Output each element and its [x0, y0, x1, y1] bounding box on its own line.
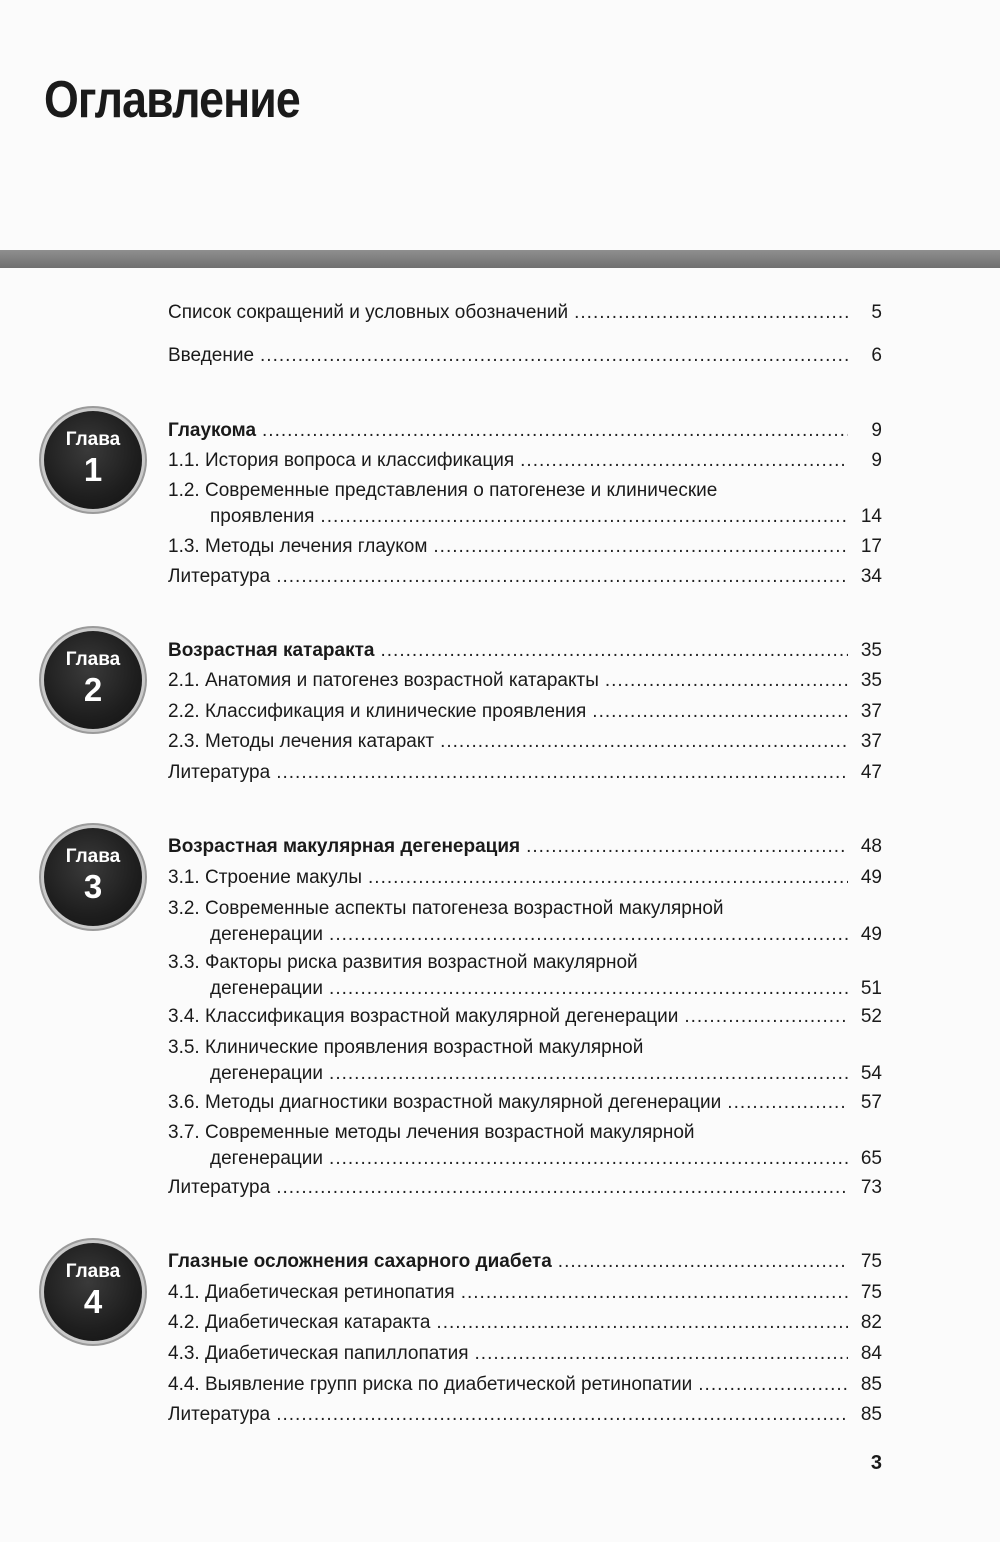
- section-title-line: дегенерации: [210, 1148, 324, 1169]
- toc-literature-3[interactable]: [168, 1175, 882, 1201]
- section-title: 2.1. Анатомия и патогенез возрастной катаракты: [168, 670, 599, 691]
- toc-section-2-1[interactable]: [168, 668, 882, 694]
- leader-dots: [320, 504, 848, 530]
- toc-page-number: 37: [860, 701, 882, 722]
- header-rule: [0, 250, 1000, 268]
- toc-section-3-1[interactable]: [168, 865, 882, 891]
- section-title-line: 3.2. Современные аспекты патогенеза возрастной макулярной: [168, 898, 724, 919]
- toc-literature-1[interactable]: [168, 564, 882, 590]
- toc-section-1-3[interactable]: [168, 534, 882, 560]
- chapter-title: Возрастная макулярная дегенерация: [168, 836, 521, 857]
- toc-section-3-2[interactable]: [168, 896, 882, 948]
- toc-page-number: 82: [860, 1312, 882, 1333]
- toc-page-number: 47: [860, 762, 882, 783]
- leader-dots: [574, 300, 848, 326]
- toc-entry-abbreviations[interactable]: [168, 300, 882, 326]
- toc-section-2-3[interactable]: [168, 729, 882, 755]
- toc-page-number: 84: [860, 1343, 882, 1364]
- leader-dots: [329, 922, 848, 948]
- toc-entry-introduction[interactable]: [168, 343, 882, 369]
- badge-label: Глава: [65, 429, 121, 450]
- section-title: 2.3. Методы лечения катаракт: [168, 731, 435, 752]
- section-title: 3.1. Строение макулы: [168, 867, 363, 888]
- section-title: 3.4. Классификация возрастной макулярной дегенерации: [168, 1006, 679, 1027]
- leader-dots: [260, 343, 848, 369]
- toc-section-3-7[interactable]: [168, 1120, 882, 1172]
- section-title: 4.1. Диабетическая ретинопатия: [168, 1282, 455, 1303]
- leader-dots: [684, 1004, 848, 1030]
- section-title: 3.6. Методы диагностики возрастной макулярной дегенерации: [168, 1092, 722, 1113]
- section-title-line: проявления: [210, 506, 315, 527]
- leader-dots: [276, 1175, 848, 1201]
- toc-chapter-1-title[interactable]: [168, 418, 882, 444]
- page-number: 3: [870, 1452, 882, 1474]
- toc-page-number: 75: [860, 1251, 882, 1272]
- chapter-2-badge: [44, 631, 142, 729]
- badge-label: Глава: [65, 1261, 121, 1282]
- leader-dots: [329, 976, 848, 1002]
- toc-page-number: 34: [860, 566, 882, 587]
- toc-page-number: 75: [860, 1282, 882, 1303]
- leader-dots: [605, 668, 848, 694]
- toc-entry-text: Список сокращений и условных обозначений: [168, 302, 569, 323]
- toc-page-number: 85: [860, 1404, 882, 1425]
- leader-dots: [329, 1146, 848, 1172]
- chapter-4-badge: [44, 1243, 142, 1341]
- toc-section-3-4[interactable]: [168, 1004, 882, 1030]
- leader-dots: [380, 638, 848, 664]
- leader-dots: [329, 1061, 848, 1087]
- section-title-line: дегенерации: [210, 978, 324, 999]
- toc-literature-2[interactable]: [168, 760, 882, 786]
- toc-page-number: 51: [860, 978, 882, 999]
- leader-dots: [558, 1249, 848, 1275]
- toc-chapter-3-title[interactable]: [168, 834, 882, 860]
- badge-label: Глава: [65, 846, 121, 867]
- toc-page-number: 73: [860, 1177, 882, 1198]
- chapter-1-badge: [44, 411, 142, 509]
- toc-literature-4[interactable]: [168, 1402, 882, 1428]
- leader-dots: [276, 760, 848, 786]
- toc-page-number: 57: [860, 1092, 882, 1113]
- leader-dots: [436, 1310, 848, 1336]
- section-title-line: дегенерации: [210, 924, 324, 945]
- toc-page-number: 65: [860, 1148, 882, 1169]
- section-title: 2.2. Классификация и клинические проявления: [168, 701, 587, 722]
- section-title-line: 3.7. Современные методы лечения возрастной макулярной: [168, 1122, 695, 1143]
- toc-section-4-1[interactable]: [168, 1280, 882, 1306]
- badge-number: 4: [83, 1283, 103, 1320]
- section-title-line: 1.2. Современные представления о патогенезе и клинические: [168, 480, 718, 501]
- toc-page-number: 48: [860, 836, 882, 857]
- leader-dots: [526, 834, 848, 860]
- toc-page-number: 54: [860, 1063, 882, 1084]
- badge-number: 3: [83, 868, 103, 905]
- toc-page-number: 49: [860, 867, 882, 888]
- section-title: 1.1. История вопроса и классификация: [168, 450, 515, 471]
- section-title: 4.2. Диабетическая катаракта: [168, 1312, 431, 1333]
- leader-dots: [368, 865, 848, 891]
- leader-dots: [520, 448, 848, 474]
- toc-section-2-2[interactable]: [168, 699, 882, 725]
- leader-dots: [276, 1402, 848, 1428]
- toc-page-number: 35: [860, 670, 882, 691]
- section-title-line: дегенерации: [210, 1063, 324, 1084]
- toc-section-4-3[interactable]: [168, 1341, 882, 1367]
- toc-section-1-1[interactable]: [168, 448, 882, 474]
- toc-page-number: 9: [871, 450, 882, 471]
- leader-dots: [475, 1341, 848, 1367]
- section-title: Литература: [168, 566, 271, 587]
- section-title: Литература: [168, 762, 271, 783]
- section-title: 4.3. Диабетическая папиллопатия: [168, 1343, 469, 1364]
- leader-dots: [433, 534, 848, 560]
- chapter-3-badge: [44, 828, 142, 926]
- section-title: 4.4. Выявление групп риска по диабетической ретинопатии: [168, 1374, 693, 1395]
- toc-section-1-2[interactable]: [168, 478, 882, 530]
- toc-entry-text: Введение: [168, 345, 255, 366]
- page-title: Оглавление: [44, 71, 300, 129]
- leader-dots: [440, 729, 848, 755]
- toc-section-3-6[interactable]: [168, 1090, 882, 1116]
- section-title-line: 3.3. Факторы риска развития возрастной макулярной: [168, 952, 638, 973]
- chapter-title: Возрастная катаракта: [168, 640, 375, 661]
- badge-number: 1: [83, 451, 103, 488]
- toc-page-number: 5: [871, 302, 882, 323]
- leader-dots: [276, 564, 848, 590]
- leader-dots: [262, 418, 848, 444]
- leader-dots: [727, 1090, 848, 1116]
- toc-page-number: 14: [860, 506, 882, 527]
- toc-page-number: 35: [860, 640, 882, 661]
- toc-page-number: 9: [871, 420, 882, 441]
- toc-chapter-4-title[interactable]: [168, 1249, 882, 1275]
- toc-page-number: 17: [860, 536, 882, 557]
- toc-page-number: 52: [860, 1006, 882, 1027]
- leader-dots: [592, 699, 848, 725]
- badge-label: Глава: [65, 649, 121, 670]
- toc-section-3-3[interactable]: [168, 950, 882, 1002]
- chapter-title: Глаукома: [168, 420, 257, 441]
- section-title: 1.3. Методы лечения глауком: [168, 536, 428, 557]
- toc-section-4-4[interactable]: [168, 1372, 882, 1398]
- toc-section-4-2[interactable]: [168, 1310, 882, 1336]
- toc-page-number: 49: [860, 924, 882, 945]
- section-title: Литература: [168, 1404, 271, 1425]
- toc-chapter-2-title[interactable]: [168, 638, 882, 664]
- leader-dots: [698, 1372, 848, 1398]
- toc-section-3-5[interactable]: [168, 1035, 882, 1087]
- section-title: Литература: [168, 1177, 271, 1198]
- toc-page-number: 85: [860, 1374, 882, 1395]
- toc-page-number: 6: [871, 345, 882, 366]
- chapter-title: Глазные осложнения сахарного диабета: [168, 1251, 552, 1272]
- section-title-line: 3.5. Клинические проявления возрастной макулярной: [168, 1037, 644, 1058]
- badge-number: 2: [83, 671, 103, 708]
- toc-page-number: 37: [860, 731, 882, 752]
- leader-dots: [461, 1280, 848, 1306]
